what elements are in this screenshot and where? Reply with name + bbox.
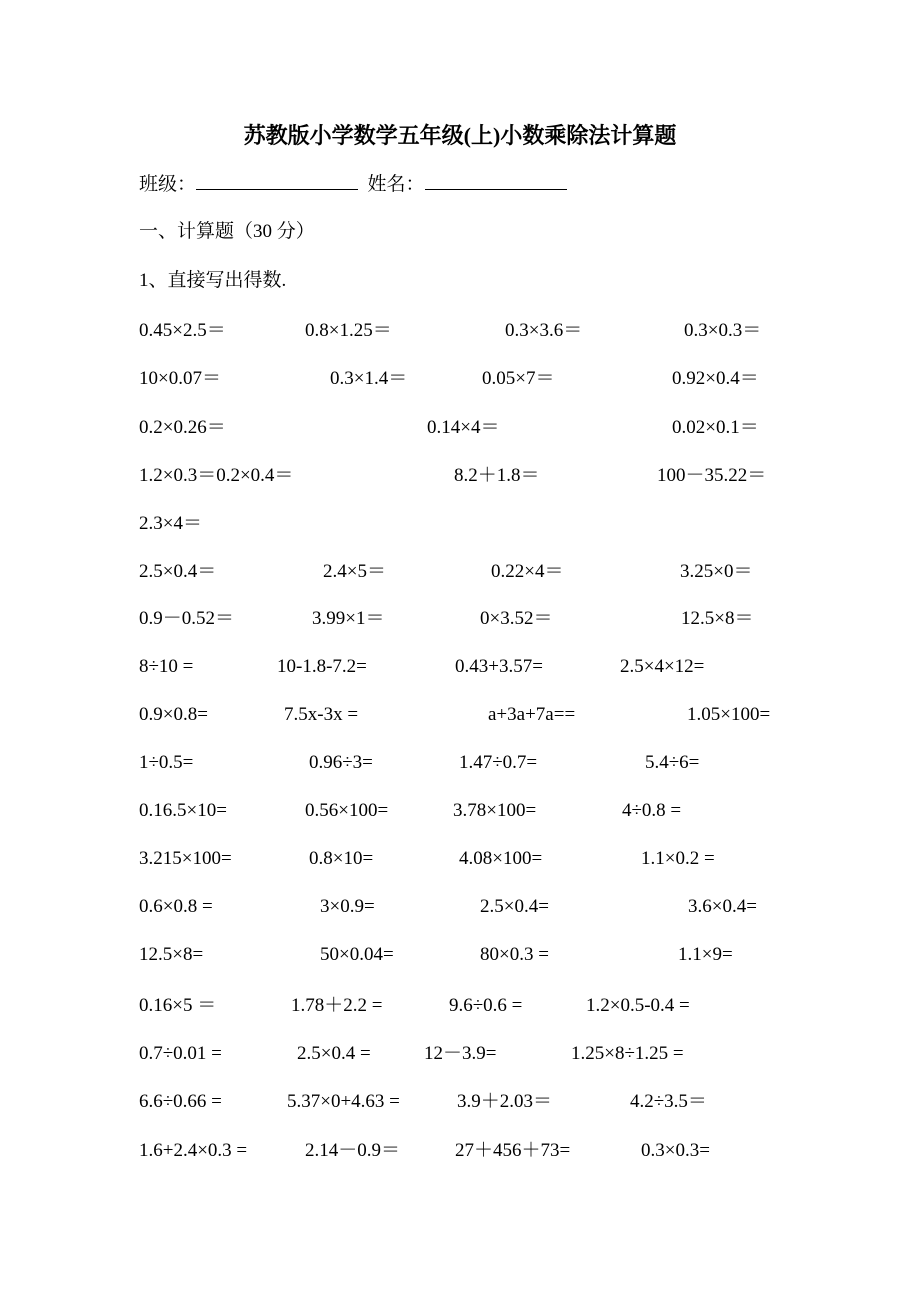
problem-item: 12－3.9=	[424, 1043, 497, 1064]
problem-item: 0.43+3.57=	[455, 656, 543, 677]
problem-item: 4÷0.8 =	[622, 800, 682, 821]
problem-item: 1.2×0.3＝0.2×0.4＝	[139, 465, 294, 486]
problem-item: 0.8×1.25＝	[305, 320, 392, 341]
worksheet-title: 苏教版小学数学五年级(上)小数乘除法计算题	[243, 123, 677, 148]
name-blank	[425, 171, 567, 190]
problem-item: 10-1.8-7.2=	[277, 656, 367, 677]
problem-item: 3.9＋2.03＝	[457, 1091, 553, 1112]
problem-item: 27＋456＋73=	[455, 1140, 571, 1161]
problem-item: 2.14－0.9＝	[305, 1140, 401, 1161]
problem-item: 0.92×0.4＝	[672, 368, 759, 389]
problem-item: 0.8×10=	[309, 848, 374, 869]
problem-item: 6.6÷0.66 =	[139, 1091, 222, 1112]
problem-item: 10×0.07＝	[139, 368, 221, 389]
problem-item: 2.4×5＝	[323, 561, 386, 582]
problem-item: 1.05×100=	[687, 704, 771, 725]
problem-item: 7.5x-3x =	[284, 704, 359, 725]
problem-item: 8÷10 =	[139, 656, 194, 677]
problem-item: 0.16.5×10=	[139, 800, 227, 821]
class-label: 班级：	[139, 174, 197, 195]
problem-item: 0.96÷3=	[309, 752, 373, 773]
problem-item: 0.14×4＝	[427, 417, 500, 438]
question-heading: 1、直接写出得数.	[139, 270, 287, 291]
problem-item: 0.45×2.5＝	[139, 320, 226, 341]
problem-item: 4.2÷3.5＝	[630, 1091, 707, 1112]
problem-item: 3.6×0.4=	[688, 896, 757, 917]
problem-item: 0.9×0.8=	[139, 704, 208, 725]
problem-item: a+3a+7a==	[488, 704, 576, 725]
problem-item: 3.78×100=	[453, 800, 537, 821]
problem-item: 0.22×4＝	[491, 561, 564, 582]
problem-item: 0.3×1.4＝	[330, 368, 408, 389]
problem-item: 3×0.9=	[320, 896, 375, 917]
problem-item: 5.37×0+4.63 =	[287, 1091, 400, 1112]
problem-item: 2.3×4＝	[139, 513, 202, 534]
name-label: 姓名：	[367, 174, 425, 195]
problem-item: 0.56×100=	[305, 800, 389, 821]
problem-item: 0.3×3.6＝	[505, 320, 583, 341]
problem-item: 1.25×8÷1.25 =	[571, 1043, 684, 1064]
student-info-line	[139, 170, 567, 200]
problem-item: 1.1×9=	[678, 944, 733, 965]
problem-item: 2.5×4×12=	[620, 656, 705, 677]
problem-item: 0.6×0.8 =	[139, 896, 213, 917]
problem-item: 0.16×5 ＝	[139, 995, 217, 1016]
problem-item: 0.9－0.52＝	[139, 608, 235, 629]
problem-item: 0×3.52＝	[480, 608, 553, 629]
problem-item: 5.4÷6=	[645, 752, 700, 773]
problem-item: 3.215×100=	[139, 848, 232, 869]
problem-item: 0.3×0.3＝	[684, 320, 762, 341]
section-heading: 一、计算题（30 分）	[139, 221, 315, 242]
problem-item: 0.02×0.1＝	[672, 417, 759, 438]
problem-item: 9.6÷0.6 =	[449, 995, 523, 1016]
problem-item: 1÷0.5=	[139, 752, 194, 773]
problem-item: 8.2＋1.8＝	[454, 465, 540, 486]
problem-item: 0.3×0.3=	[641, 1140, 710, 1161]
problem-item: 3.25×0＝	[680, 561, 753, 582]
problem-item: 2.5×0.4=	[480, 896, 549, 917]
problem-item: 12.5×8=	[139, 944, 204, 965]
problem-item: 1.2×0.5-0.4 =	[586, 995, 690, 1016]
problem-item: 4.08×100=	[459, 848, 543, 869]
class-blank	[196, 171, 358, 190]
problem-item: 2.5×0.4 =	[297, 1043, 371, 1064]
problem-item: 80×0.3 =	[480, 944, 549, 965]
problem-item: 0.2×0.26＝	[139, 417, 226, 438]
problem-item: 1.6+2.4×0.3 =	[139, 1140, 248, 1161]
problem-item: 50×0.04=	[320, 944, 394, 965]
problem-item: 100－35.22＝	[657, 465, 767, 486]
problem-item: 1.47÷0.7=	[459, 752, 538, 773]
problem-item: 1.1×0.2 =	[641, 848, 715, 869]
problem-item: 1.78＋2.2 =	[291, 995, 383, 1016]
problem-item: 0.7÷0.01 =	[139, 1043, 222, 1064]
problem-item: 12.5×8＝	[681, 608, 754, 629]
problem-item: 2.5×0.4＝	[139, 561, 217, 582]
problem-item: 0.05×7＝	[482, 368, 555, 389]
problem-item: 3.99×1＝	[312, 608, 385, 629]
